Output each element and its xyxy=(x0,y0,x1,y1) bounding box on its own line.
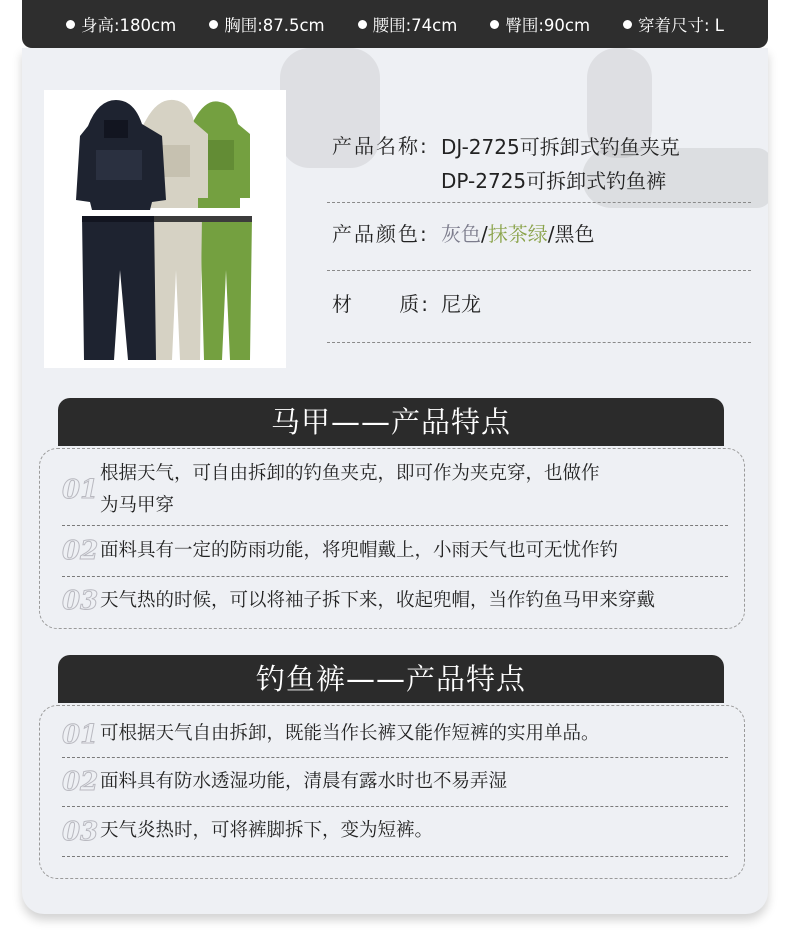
color-option-gray: 灰色 xyxy=(441,222,481,246)
product-name-value xyxy=(441,130,751,202)
number-badge-icon: 01 xyxy=(62,475,99,505)
bullet-icon xyxy=(623,20,632,29)
list-item: 03 天气炎热时，可将裤脚拆下，变为短裤。 xyxy=(62,807,728,857)
jacket-and-pants-illustration xyxy=(44,90,286,368)
measurement-chest: 胸围:87.5cm xyxy=(209,12,324,36)
product-color-label: 产品颜色: xyxy=(332,222,429,246)
product-color-row xyxy=(327,203,751,271)
number-badge-icon: 03 xyxy=(62,586,99,616)
list-item: 02 面料具有一定的防雨功能，将兜帽戴上，小雨天气也可无忧作钓 xyxy=(62,526,728,577)
color-separator: / xyxy=(481,222,488,246)
number-badge-icon: 03 xyxy=(62,816,99,847)
product-name-pants: DP-2725可拆卸式钓鱼裤 xyxy=(441,169,667,193)
pants-section-title: 钓鱼裤——产品特点 xyxy=(58,655,724,703)
list-item: 01 可根据天气自由拆卸，既能当作长裤又能作短裤的实用单品。 xyxy=(62,712,728,758)
bullet-icon xyxy=(358,20,367,29)
measurement-waist: 腰围:74cm xyxy=(358,12,458,36)
bullet-icon xyxy=(209,20,218,29)
product-material-label: 材 质: xyxy=(332,292,430,316)
bullet-icon xyxy=(66,20,75,29)
vest-section-title: 马甲——产品特点 xyxy=(58,398,724,446)
product-name-label: 产品名称: xyxy=(332,134,429,158)
color-option-green: 抹茶绿 xyxy=(487,222,548,246)
bullet-icon xyxy=(490,20,499,29)
list-item: 01 根据天气，可自由拆卸的钓鱼夹克，即可作为夹克穿，也做作 为马甲穿 xyxy=(62,455,728,526)
pants-feature-list xyxy=(39,705,745,879)
color-option-black: 黑色 xyxy=(554,222,595,246)
list-item: 03 天气热的时候，可以将袖子拆下来，收起兜帽，当作钓鱼马甲来穿戴 xyxy=(62,586,656,616)
product-info xyxy=(327,113,751,343)
measurement-hip: 臀围:90cm xyxy=(490,12,590,36)
product-material-value: 尼龙 xyxy=(441,292,481,316)
number-badge-icon: 02 xyxy=(62,767,99,797)
green-pants xyxy=(200,216,252,360)
black-pants xyxy=(82,216,156,360)
number-badge-icon: 01 xyxy=(62,719,99,750)
product-photo xyxy=(44,90,286,368)
measurement-height: 身高:180cm xyxy=(66,12,176,36)
model-measurements-bar xyxy=(22,0,768,48)
number-badge-icon: 02 xyxy=(62,536,99,566)
product-name-jacket: DJ-2725可拆卸式钓鱼夹克 xyxy=(441,135,680,159)
measurement-size: 穿着尺寸: L xyxy=(623,12,724,36)
product-detail-card xyxy=(22,48,768,914)
list-item: 02 面料具有防水透湿功能，清晨有露水时也不易弄湿 xyxy=(62,758,728,807)
beige-pants xyxy=(150,216,202,360)
product-color-value xyxy=(441,217,751,270)
product-name-row xyxy=(327,113,751,203)
product-material-row xyxy=(327,271,751,343)
vest-feature-list xyxy=(39,448,745,629)
color-separator: / xyxy=(547,222,555,246)
